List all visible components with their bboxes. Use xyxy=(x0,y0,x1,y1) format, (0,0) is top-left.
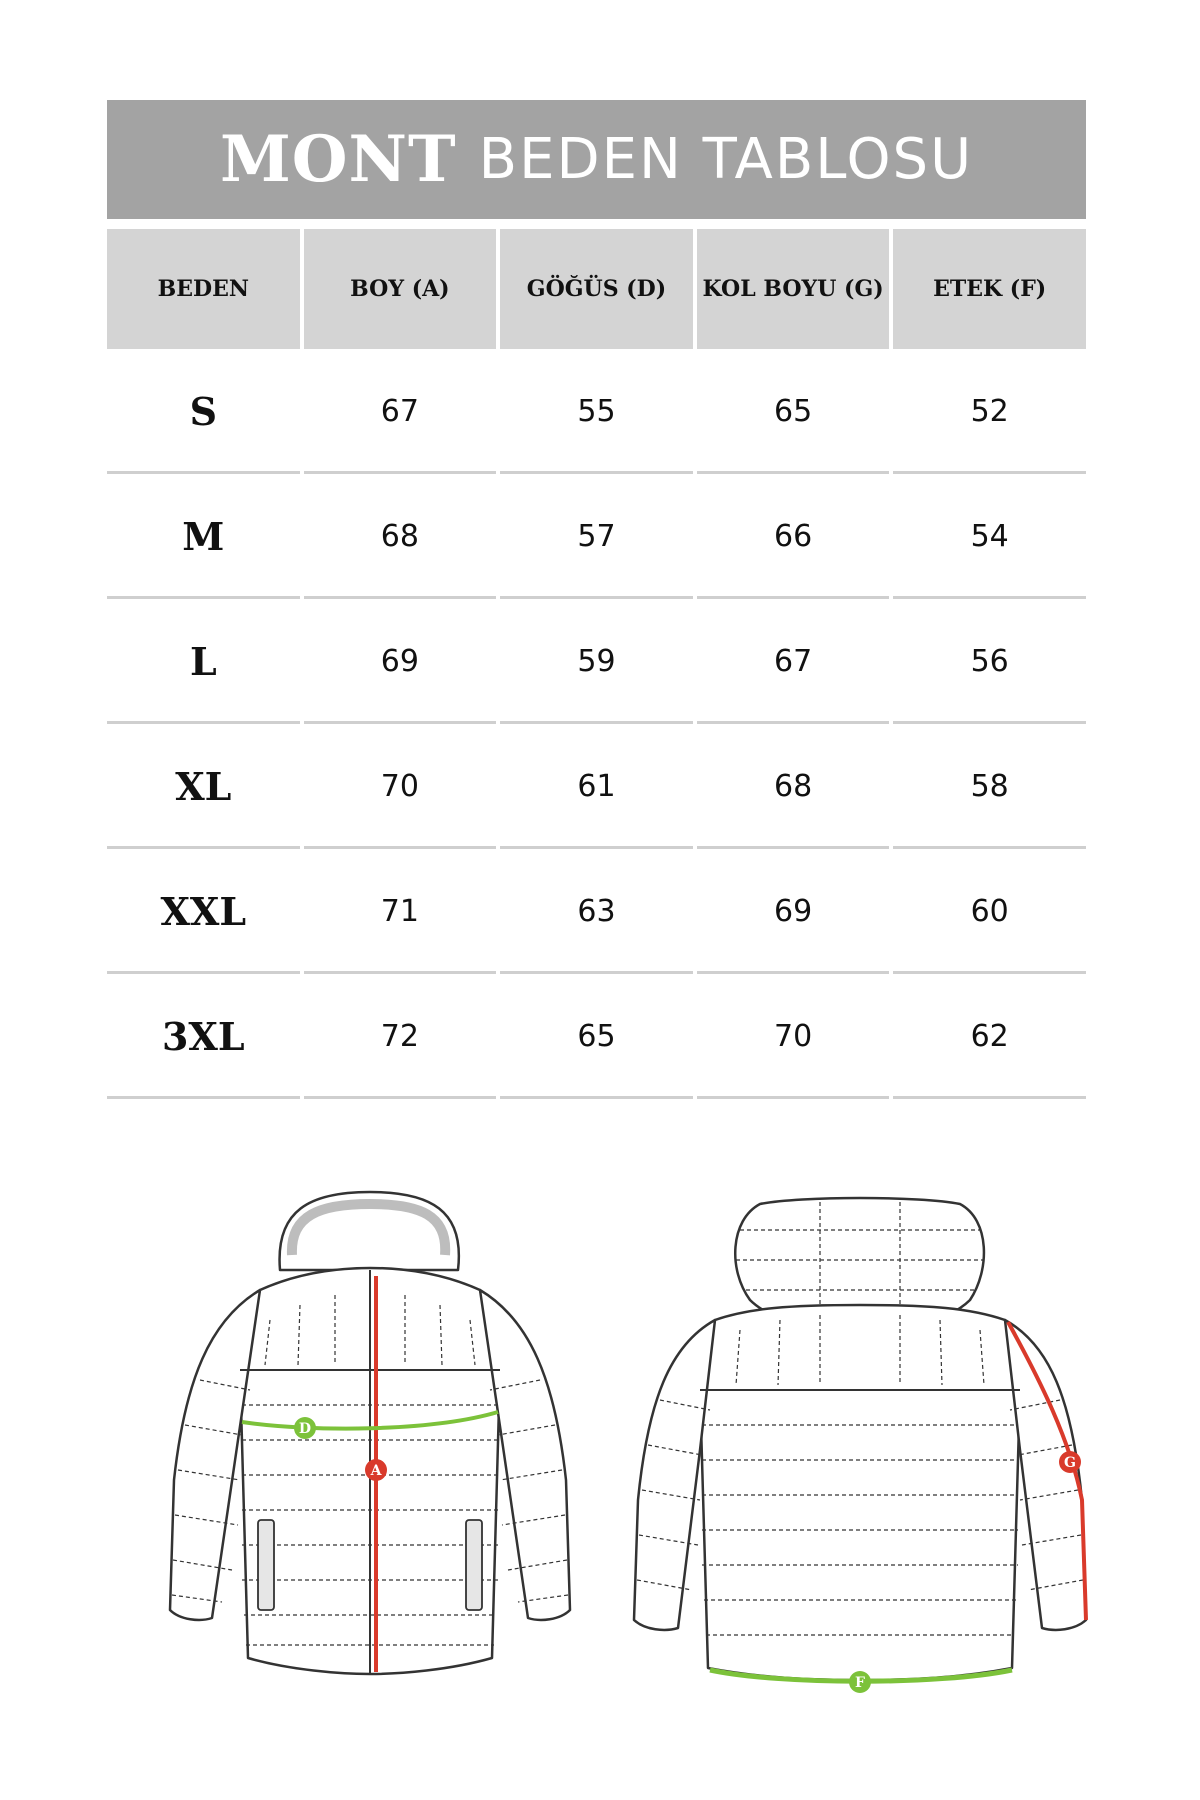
marker-g xyxy=(1059,1451,1081,1473)
length-cell: 69 xyxy=(304,599,497,724)
sleeve-cell: 70 xyxy=(697,974,890,1099)
marker-d xyxy=(294,1417,316,1439)
marker-a xyxy=(365,1459,387,1481)
hem-cell: 62 xyxy=(893,974,1086,1099)
size-cell: L xyxy=(107,599,300,724)
hem-cell: 54 xyxy=(893,474,1086,599)
size-cell: M xyxy=(107,474,300,599)
size-cell: S xyxy=(107,349,300,474)
chest-cell: 59 xyxy=(500,599,693,724)
chest-cell: 63 xyxy=(500,849,693,974)
table-row xyxy=(107,724,1086,849)
chest-cell: 57 xyxy=(500,474,693,599)
sleeve-cell: 65 xyxy=(697,349,890,474)
size-cell: XL xyxy=(107,724,300,849)
sleeve-cell: 67 xyxy=(697,599,890,724)
back-jacket xyxy=(634,1198,1086,1680)
table-row xyxy=(107,849,1086,974)
header-sleeve: KOL BOYU (G) xyxy=(697,229,890,349)
chest-cell: 61 xyxy=(500,724,693,849)
hem-cell: 60 xyxy=(893,849,1086,974)
marker-f xyxy=(849,1671,871,1693)
table-row xyxy=(107,474,1086,599)
marker-g-label: G xyxy=(1064,1455,1076,1471)
table-row xyxy=(107,974,1086,1099)
marker-a-label: A xyxy=(370,1463,382,1479)
front-jacket xyxy=(170,1192,570,1674)
table-row xyxy=(107,599,1086,724)
title-bold: MONT xyxy=(219,122,457,197)
hem-cell: 52 xyxy=(893,349,1086,474)
length-cell: 72 xyxy=(304,974,497,1099)
length-cell: 67 xyxy=(304,349,497,474)
hem-cell: 56 xyxy=(893,599,1086,724)
table-header xyxy=(107,229,1086,349)
marker-d-label: D xyxy=(298,1421,312,1437)
sleeve-cell: 69 xyxy=(697,849,890,974)
jacket-diagram xyxy=(140,1180,1076,1740)
length-cell: 70 xyxy=(304,724,497,849)
chest-cell: 65 xyxy=(500,974,693,1099)
table-row xyxy=(107,349,1086,474)
length-cell: 68 xyxy=(304,474,497,599)
size-cell: XXL xyxy=(107,849,300,974)
hem-cell: 58 xyxy=(893,724,1086,849)
header-hem: ETEK (F) xyxy=(893,229,1086,349)
chest-cell: 55 xyxy=(500,349,693,474)
sleeve-cell: 68 xyxy=(697,724,890,849)
header-chest: GÖĞÜS (D) xyxy=(500,229,693,349)
header-length: BOY (A) xyxy=(304,229,497,349)
size-table xyxy=(107,229,1086,1099)
title-rest: BEDEN TABLOSU xyxy=(478,127,974,192)
header-size: BEDEN xyxy=(107,229,300,349)
length-cell: 71 xyxy=(304,849,497,974)
sleeve-cell: 66 xyxy=(697,474,890,599)
jacket-illustration xyxy=(140,1180,1076,1740)
title-banner xyxy=(107,100,1086,219)
size-cell: 3XL xyxy=(107,974,300,1099)
marker-f-label: F xyxy=(855,1675,865,1691)
